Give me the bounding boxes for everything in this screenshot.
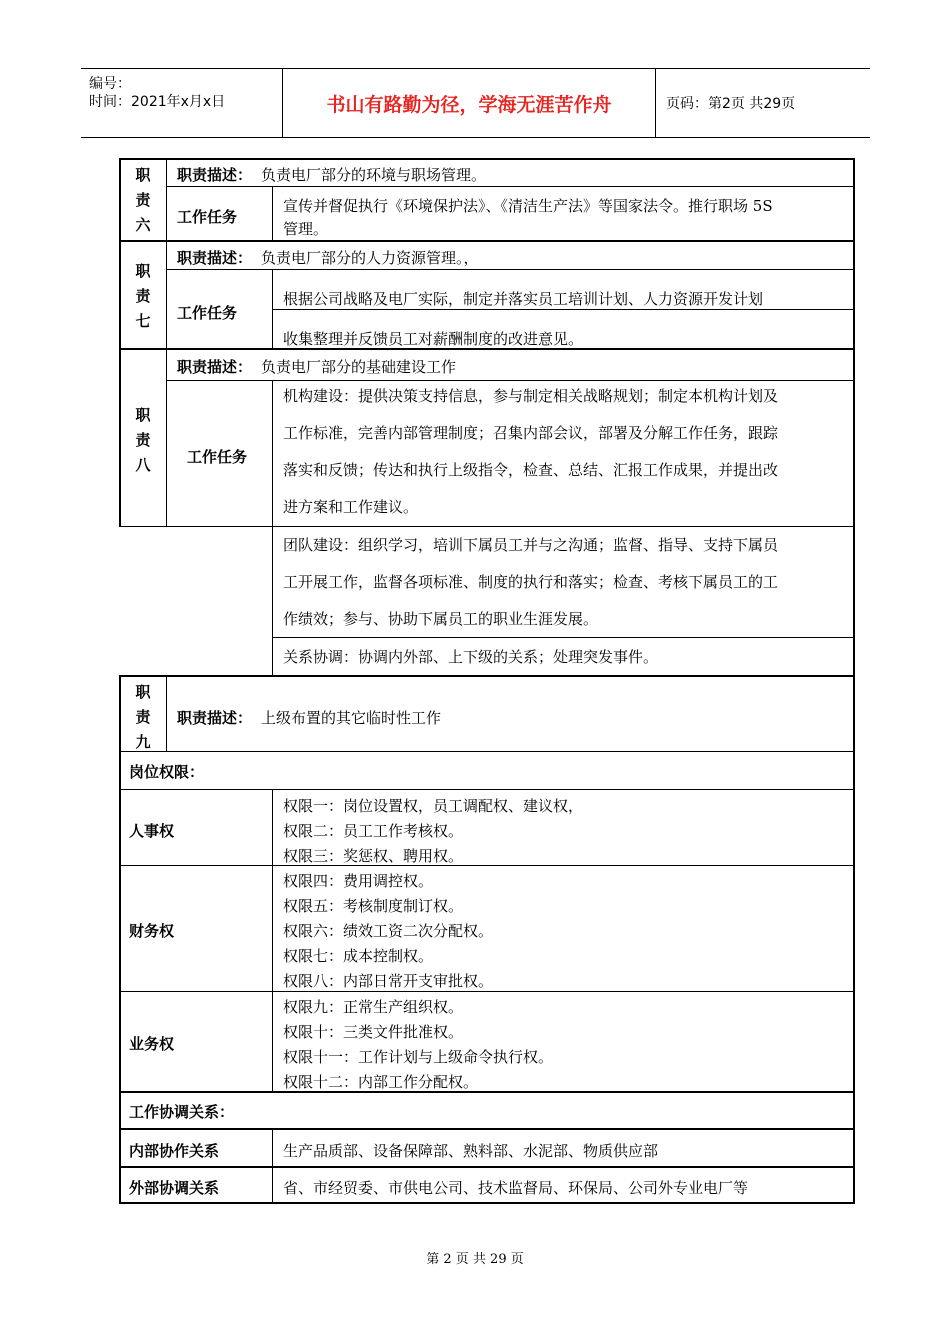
- duty8-char-3: 八: [135, 456, 151, 474]
- internal-value: 生产品质部、设备保障部、熟料部、水泥部、物质供应部: [283, 1142, 659, 1160]
- authority-finance-label: 财务权: [129, 922, 175, 940]
- authority-item: 权限十二：内部工作分配权。: [283, 1073, 479, 1091]
- motto: 书山有路勤为径，学海无涯苦作舟: [283, 69, 656, 137]
- duty6-task-line2: 管理。: [283, 220, 329, 238]
- duty7-task-line1: 根据公司战略及电厂实际，制定并落实员工培训计划、人力资源开发计划: [283, 290, 764, 308]
- duty8-team-line1: 团队建设：组织学习，培训下属员工并与之沟通；监督、指导、支持下属员: [283, 536, 779, 554]
- duty8-char-2: 责: [135, 431, 151, 449]
- duty9-desc-label: 职责描述：: [177, 709, 253, 727]
- duty9-desc: 上级布置的其它临时性工作: [261, 709, 442, 727]
- page-footer: 第 2 页 共 29 页: [426, 1252, 524, 1267]
- duty8-char-1: 职: [135, 406, 151, 424]
- internal-label: 内部协作关系: [129, 1142, 220, 1160]
- duty6-char-2: 责: [135, 191, 151, 209]
- authority-item: 权限五：考核制度制订权。: [283, 897, 464, 915]
- duty8-label: [120, 403, 166, 478]
- duty8-team-line3: 作绩效；参与、协助下属员工的职业生涯发展。: [283, 610, 599, 628]
- duty8-org-line4: 进方案和工作建议。: [283, 498, 419, 516]
- duty8-org-line3: 落实和反馈；传达和执行上级指令，检查、总结、汇报工作成果，并提出改: [283, 461, 779, 479]
- authority-hr-label: 人事权: [129, 822, 175, 840]
- authority-item: 权限七：成本控制权。: [283, 947, 434, 965]
- duty6-task-line1: 宣传并督促执行《环境保护法》、《清洁生产法》等国家法令。推行职场 5S: [283, 197, 773, 215]
- duty9-char-2: 责: [135, 708, 151, 726]
- number-label: 编号：: [89, 76, 131, 92]
- duty8-relation: 关系协调：协调内外部、上下级的关系；处理突发事件。: [283, 648, 659, 666]
- page-header: [81, 68, 870, 138]
- duty7-desc: 负责电厂部分的人力资源管理。，: [261, 249, 479, 267]
- authority-item: 权限十：三类文件批准权。: [283, 1023, 464, 1041]
- duty6-label: [120, 163, 166, 238]
- page-info: 页码：第2页 共29页: [666, 96, 796, 112]
- duty8-org-line1: 机构建设：提供决策支持信息，参与制定相关战略规划；制定本机构计划及: [283, 387, 779, 405]
- header-meta: [81, 69, 283, 137]
- duty6-desc-label: 职责描述：: [177, 166, 253, 184]
- duty7-char-1: 职: [135, 262, 151, 280]
- authority-item: 权限六：绩效工资二次分配权。: [283, 922, 494, 940]
- duty7-char-3: 七: [135, 312, 151, 330]
- duty9-label: [120, 680, 166, 755]
- duty8-desc-label: 职责描述：: [177, 358, 253, 376]
- duty7-desc-label: 职责描述：: [177, 249, 253, 267]
- duty8-team-line2: 工开展工作，监督各项标准、制度的执行和落实；检查、考核下属员工的工: [283, 573, 779, 591]
- authority-item: 权限一：岗位设置权，员工调配权、建议权，: [283, 797, 584, 815]
- time-label: 时间：2021年x月x日: [89, 94, 226, 110]
- duty9-char-3: 九: [135, 733, 151, 751]
- duty8-task-label: 工作任务: [187, 448, 248, 466]
- duty8-desc: 负责电厂部分的基础建设工作: [261, 358, 457, 376]
- authority-item: 权限九：正常生产组织权。: [283, 998, 464, 1016]
- authority-item: 权限四：费用调控权。: [283, 872, 434, 890]
- duty8-org-line2: 工作标准，完善内部管理制度；召集内部会议，部署及分解工作任务，跟踪: [283, 424, 779, 442]
- authority-item: 权限十一：工作计划与上级命令执行权。: [283, 1048, 554, 1066]
- authority-title: 岗位权限：: [129, 763, 205, 781]
- duty6-char-3: 六: [135, 216, 151, 234]
- duty7-label: [120, 259, 166, 334]
- authority-business-label: 业务权: [129, 1035, 175, 1053]
- external-value: 省、市经贸委、市供电公司、技术监督局、环保局、公司外专业电厂等: [283, 1179, 749, 1197]
- authority-item: 权限三：奖惩权、聘用权。: [283, 847, 464, 865]
- duty6-char-1: 职: [135, 166, 151, 184]
- duty6-desc: 负责电厂部分的环境与职场管理。: [261, 166, 487, 184]
- duty7-char-2: 责: [135, 287, 151, 305]
- duty7-task-label: 工作任务: [177, 304, 238, 322]
- authority-item: 权限八：内部日常开支审批权。: [283, 972, 494, 990]
- external-label: 外部协调关系: [129, 1179, 220, 1197]
- duty6-task-label: 工作任务: [177, 208, 238, 226]
- duty9-char-1: 职: [135, 683, 151, 701]
- authority-item: 权限二：员工工作考核权。: [283, 822, 464, 840]
- coordination-title: 工作协调关系：: [129, 1103, 235, 1121]
- duty7-task-line2: 收集整理并反馈员工对薪酬制度的改进意见。: [283, 330, 584, 348]
